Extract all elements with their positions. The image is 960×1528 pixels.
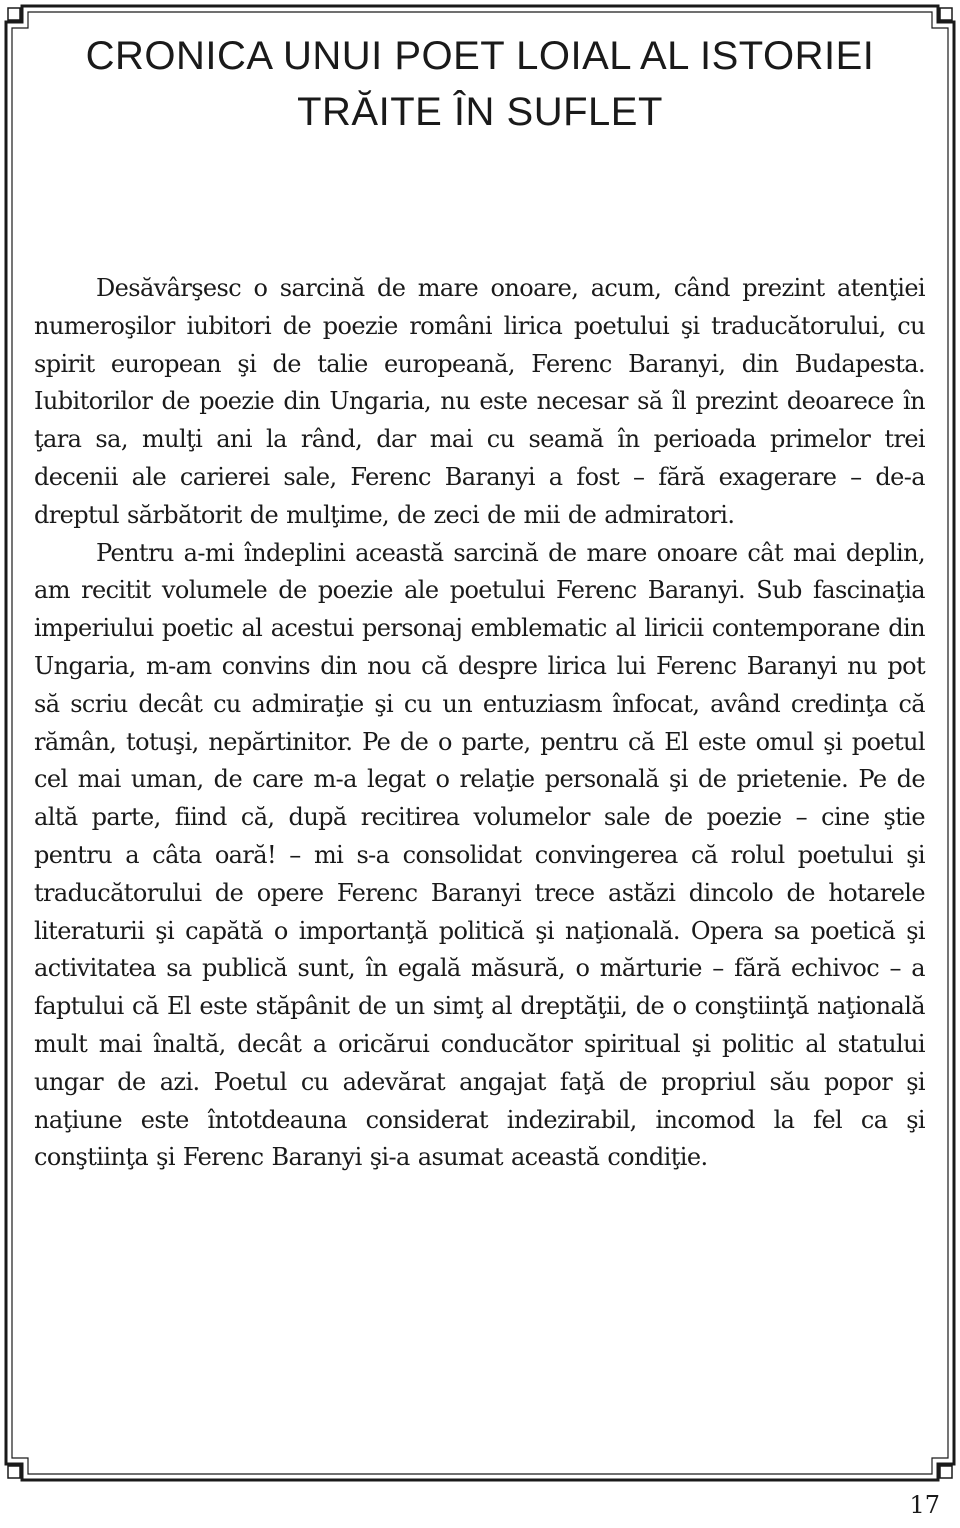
page-title: CRONICA UNUI POET LOIAL AL ISTORIEI TRĂITE ÎN SUFLET: [85, 34, 875, 134]
corner-ornament-top-right: [940, 8, 952, 20]
corner-ornament-bottom-right: [940, 1466, 952, 1478]
corner-ornament-bottom-left: [8, 1466, 20, 1478]
paragraph-2: Pentru a-mi îndeplini această sarcină de mare onoare cât mai deplin, am recitit volumele de poezie ale poetului Ferenc Baranyi. Sub fascinaţia imperiului poetic al acestui personaj emblematic al liricii contemporane din Ungaria, m-am convins din nou că despre lirica lui Ferenc Baranyi nu pot să scriu decât cu admiraţie şi cu un entuziasm înfocat, având credinţa că rămân, totuşi, nepărtinitor. Pe de o parte, pentru că El este omul şi poetul cel mai uman, de care m-a legat o relaţie personală şi de prietenie. Pe de altă parte, fiind că, după recitirea volumelor sale de poezie – cine ştie pentru a câta oară! – mi s-a consolidat convingerea că rolul poetului şi traducătorului de opere Ferenc Baranyi trece astăzi dincolo de hotarele literaturii şi capătă o importanţă politică şi naţională. Opera sa poetică şi activitatea sa publică sunt, în egală măsură, o mărturie – fără echivoc – a faptului că El este stăpânit de un simţ al dreptăţii, de o conştiinţă naţională mult mai înaltă, decât a oricărui conducător spiritual şi politic al statului ungar de azi. Poetul cu adevărat angajat faţă de propriul său popor şi naţiune este întotdeauna considerat indezirabil, incomod la fel ca şi conştiinţa şi Ferenc Baranyi şi-a asumat această condiţie.: [34, 538, 925, 1172]
page-number: 17: [909, 1491, 940, 1519]
paragraph-1: Desăvârşesc o sarcină de mare onoare, acum, când prezint atenţiei numeroşilor iubitori de poezie români lirica poetului şi traducătorului, cu spirit european şi de talie europeană, Ferenc Baranyi, din Budapesta. Iubitorilor de poezie din Ungaria, nu este necesar să îl prezint deoarece în ţara sa, mulţi ani la rând, dar mai cu seamă în perioada primelor trei decenii ale carierei sale, Ferenc Baranyi a fost – fără exagerare – de-a dreptul sărbătorit de mulţime, de zeci de mii de admiratori.: [34, 274, 925, 529]
corner-ornament-top-left: [8, 8, 20, 20]
body-text: [34, 270, 925, 1177]
